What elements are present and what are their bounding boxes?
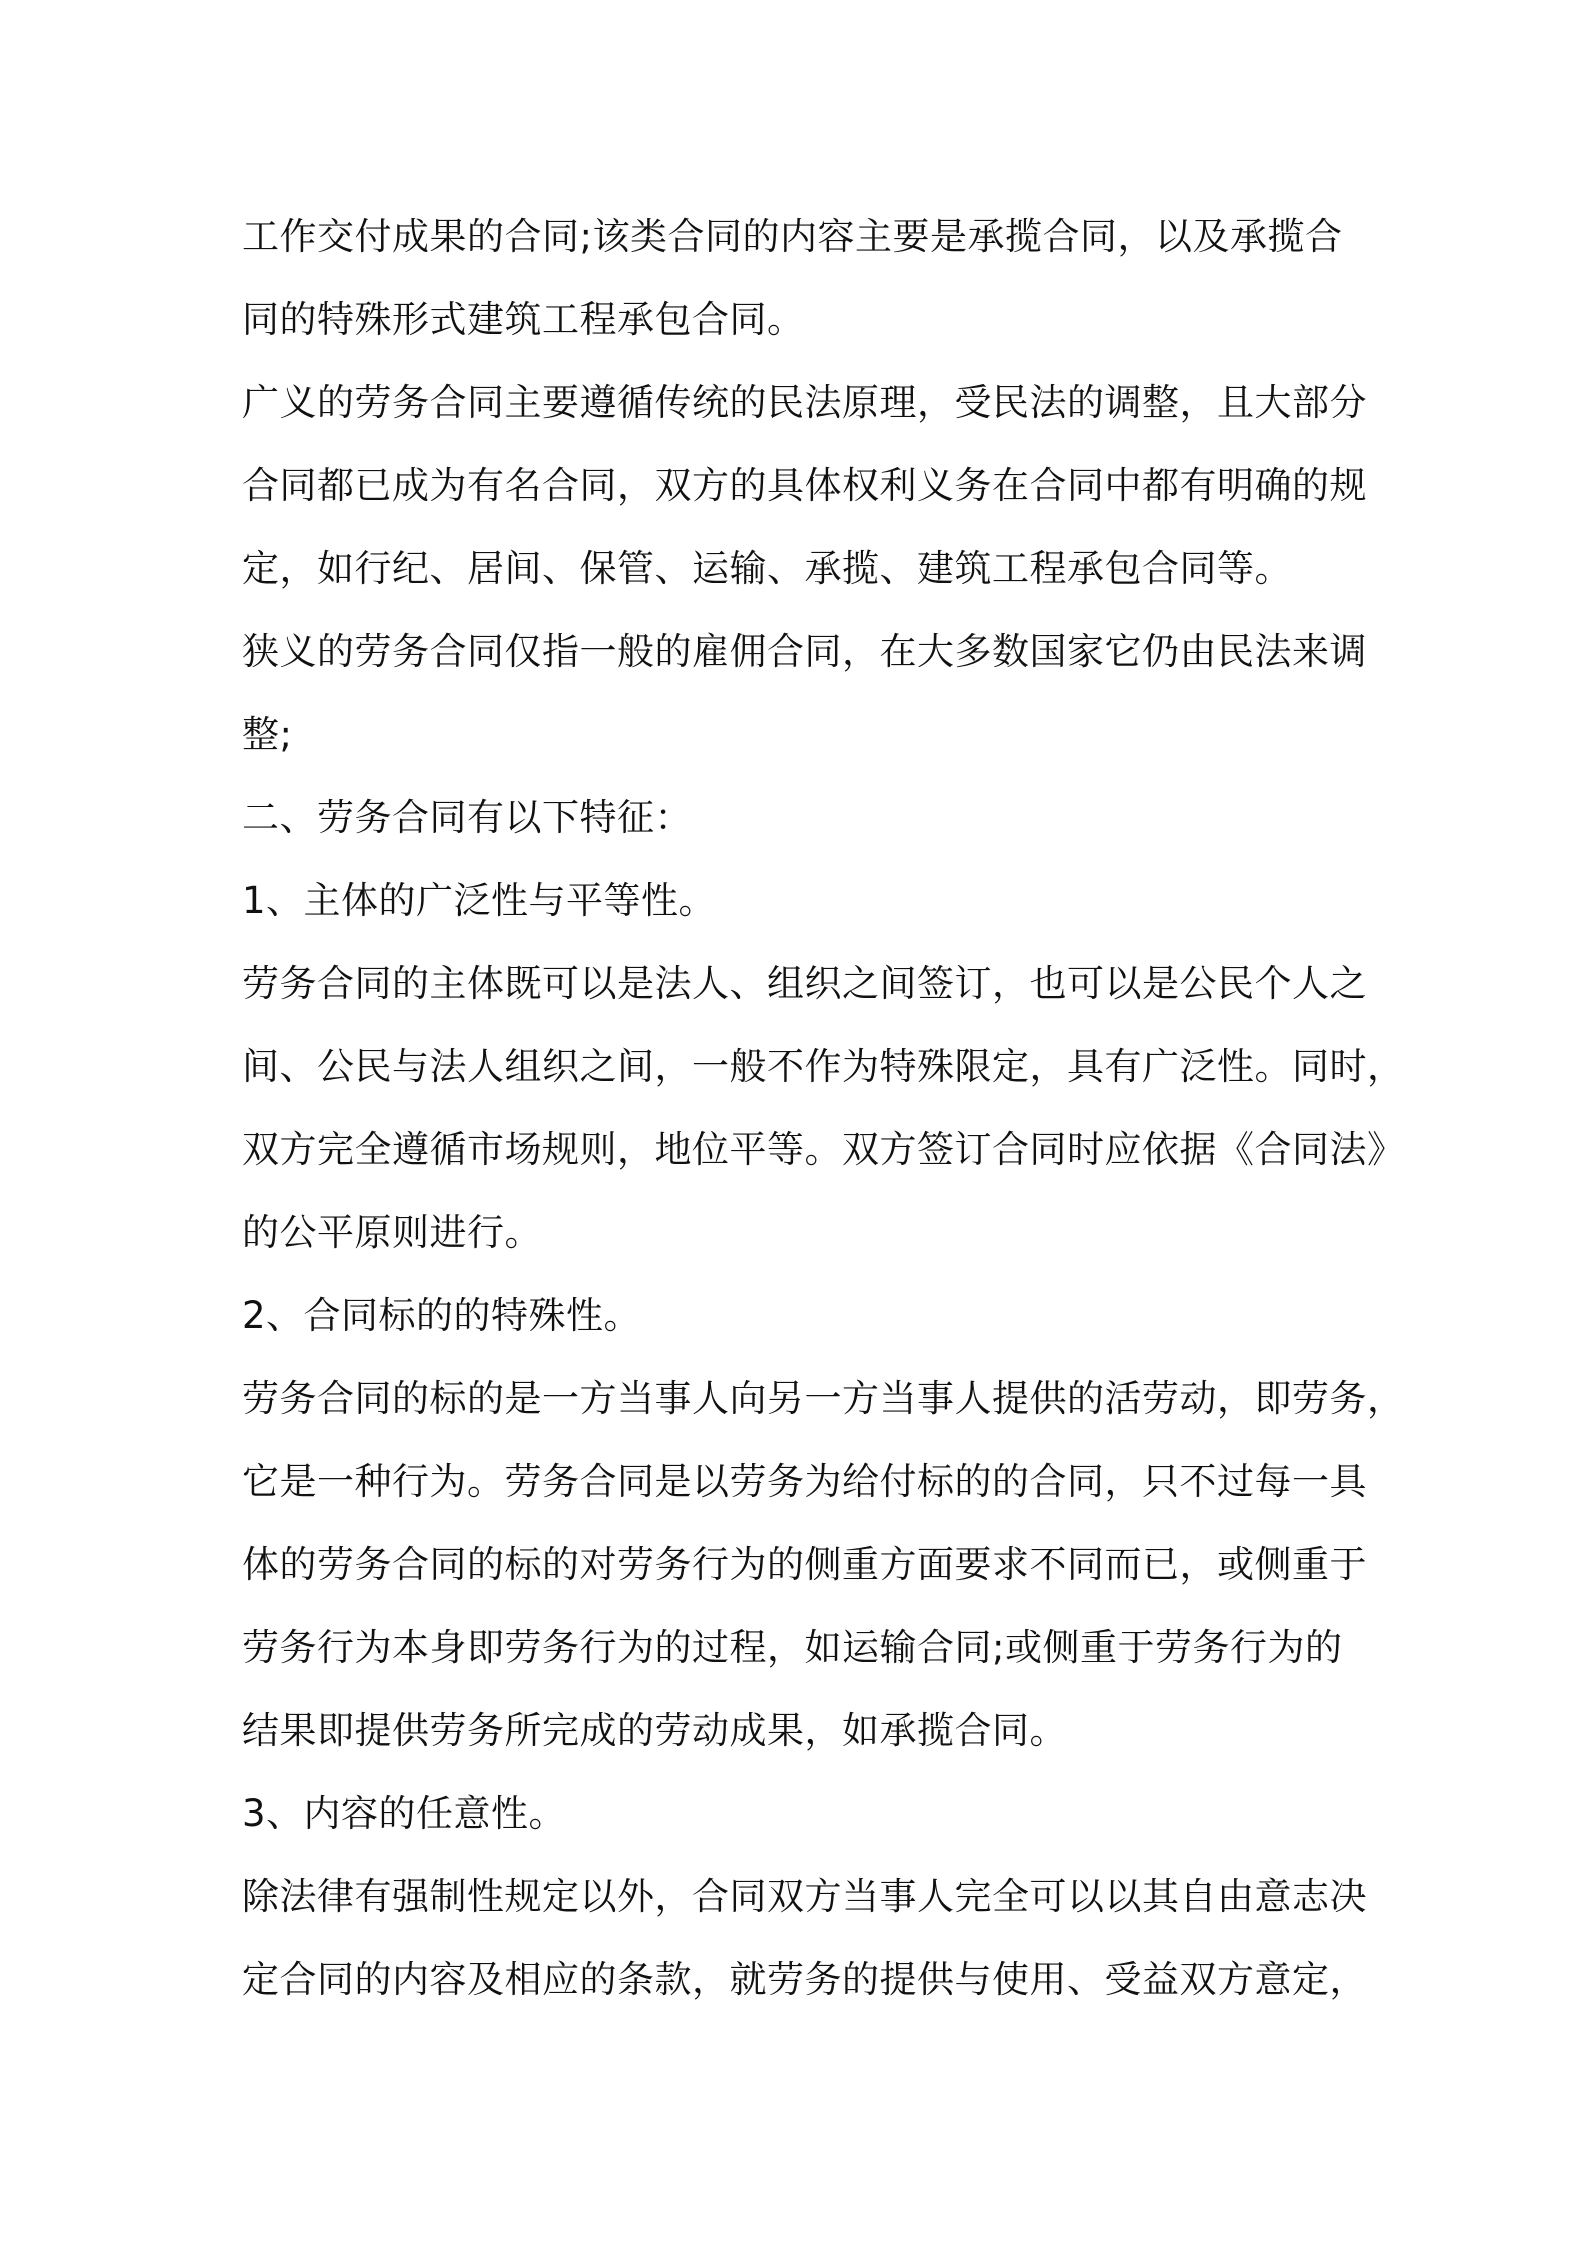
item-heading: 3、内容的任意性。 [242, 1792, 567, 1835]
text-line: 狭义的劳务合同仅指一般的雇佣合同，在大多数国家它仍由民法来调 [242, 630, 1367, 673]
text-line: 劳务合同的标的是一方当事人向另一方当事人提供的活劳动，即劳务， [242, 1377, 1405, 1420]
text-line: 同的特殊形式建筑工程承包合同。 [242, 298, 805, 341]
section-heading: 二、劳务合同有以下特征： [242, 796, 692, 839]
item-heading: 2、合同标的的特殊性。 [242, 1294, 642, 1337]
text-line: 工作交付成果的合同;该类合同的内容主要是承揽合同，以及承揽合 [242, 215, 1343, 258]
item-heading: 1、主体的广泛性与平等性。 [242, 879, 717, 922]
text-line: 除法律有强制性规定以外，合同双方当事人完全可以以其自由意志决 [242, 1875, 1367, 1918]
text-line: 定，如行纪、居间、保管、运输、承揽、建筑工程承包合同等。 [242, 547, 1292, 590]
text-line: 的公平原则进行。 [242, 1211, 542, 1254]
text-line: 广义的劳务合同主要遵循传统的民法原理，受民法的调整，且大部分 [242, 381, 1367, 424]
text-line: 结果即提供劳务所完成的劳动成果，如承揽合同。 [242, 1709, 1067, 1752]
text-line: 间、公民与法人组织之间，一般不作为特殊限定，具有广泛性。同时， [242, 1045, 1405, 1088]
text-line: 体的劳务合同的标的对劳务行为的侧重方面要求不同而已，或侧重于 [242, 1543, 1367, 1586]
text-line: 它是一种行为。劳务合同是以劳务为给付标的的合同，只不过每一具 [242, 1460, 1367, 1503]
text-line: 双方完全遵循市场规则，地位平等。双方签订合同时应依据《合同法》 [242, 1128, 1405, 1171]
text-line: 劳务行为本身即劳务行为的过程，如运输合同;或侧重于劳务行为的 [242, 1626, 1343, 1669]
body-text [242, 195, 1405, 2021]
text-line: 整; [242, 713, 293, 756]
text-line: 合同都已成为有名合同，双方的具体权利义务在合同中都有明确的规 [242, 464, 1367, 507]
text-line: 定合同的内容及相应的条款，就劳务的提供与使用、受益双方意定， [242, 1958, 1367, 2001]
text-line: 劳务合同的主体既可以是法人、组织之间签订，也可以是公民个人之 [242, 962, 1367, 1005]
